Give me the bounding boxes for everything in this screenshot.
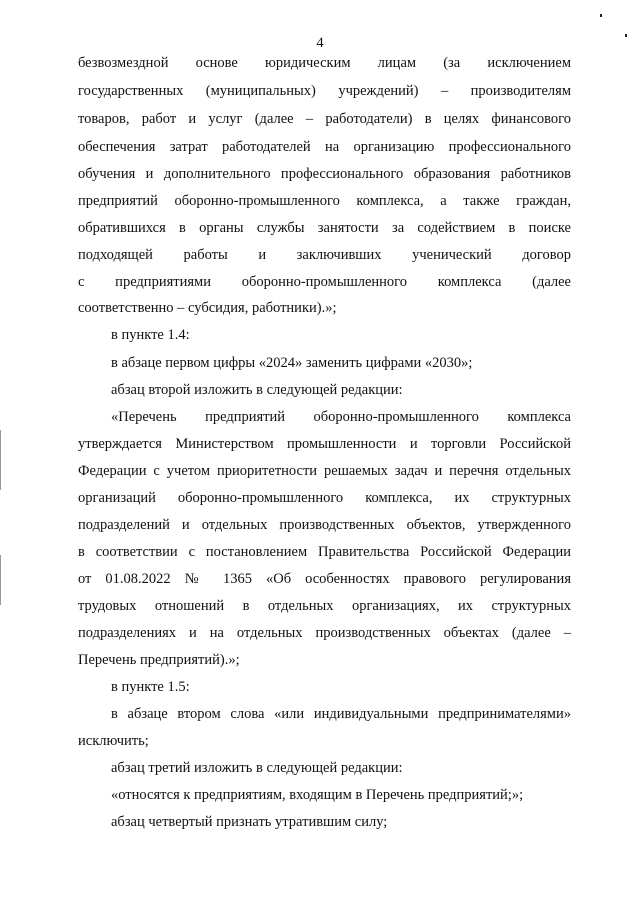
text-line: соответственно – субсидия, работники).»; [78, 300, 337, 316]
text-line: обеспечения затрат работодателей на организацию профессионального [78, 139, 571, 155]
text-line: Перечень предприятий).»; [78, 652, 240, 668]
scan-speck [600, 14, 602, 17]
text-line: абзац четвертый признать утратившим силу; [111, 814, 388, 830]
text-line: Федерации с учетом приоритетности решаемых задач и перечня отдельных [78, 463, 571, 479]
text-line: трудовых отношений в отдельных организациях, их структурных [78, 598, 571, 614]
text-line: подразделениях и на отдельных производственных объектах (далее – [78, 625, 571, 641]
text-line: подходящей работы и заключивших ученический договор [78, 247, 571, 263]
text-line: в абзаце втором слова «или индивидуальными предпринимателями» [111, 706, 571, 722]
text-line: абзац второй изложить в следующей редакции: [111, 382, 403, 398]
text-line: в пункте 1.5: [111, 679, 190, 695]
text-line: «Перечень предприятий оборонно-промышленного комплекса [111, 409, 571, 425]
text-line: в соответствии с постановлением Правительства Российской Федерации [78, 544, 571, 560]
text-line: товаров, работ и услуг (далее – работодатели) в целях финансового [78, 111, 571, 127]
text-line: безвозмездной основе юридическим лицам (за исключением [78, 55, 571, 71]
text-line: обратившихся в органы службы занятости за содействием в поиске [78, 220, 571, 236]
text-line: «относятся к предприятиям, входящим в Перечень предприятий;»; [111, 787, 524, 803]
scan-edge [0, 430, 1, 490]
text-line: обучения и дополнительного профессионального образования работников [78, 166, 571, 182]
text-line: государственных (муниципальных) учреждений) – производителям [78, 83, 571, 99]
text-line: предприятий оборонно-промышленного комплекса, а также граждан, [78, 193, 571, 209]
text-line: исключить; [78, 733, 149, 749]
scan-speck [625, 34, 627, 37]
text-line: в абзаце первом цифры «2024» заменить цифрами «2030»; [111, 355, 473, 371]
text-line: подразделений и отдельных производственных объектов, утвержденного [78, 517, 571, 533]
text-line: от 01.08.2022 № 1365 «Об особенностях правового регулирования [78, 571, 571, 587]
text-line: абзац третий изложить в следующей редакции: [111, 760, 403, 776]
scan-edge [0, 555, 1, 605]
page-number: 4 [316, 35, 324, 51]
text-line: с предприятиями оборонно-промышленного комплекса (далее [78, 274, 571, 290]
text-line: в пункте 1.4: [111, 327, 190, 343]
text-line: организаций оборонно-промышленного комплекса, их структурных [78, 490, 571, 506]
text-line: утверждается Министерством промышленности и торговли Российской [78, 436, 571, 452]
